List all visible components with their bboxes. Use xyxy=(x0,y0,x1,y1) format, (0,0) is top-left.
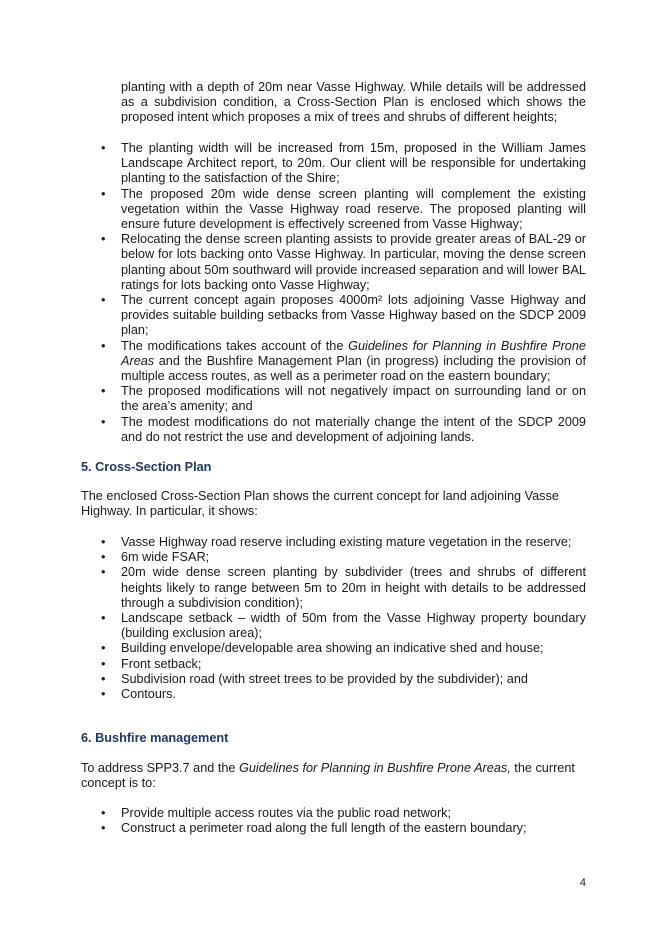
intro-continuation xyxy=(81,80,586,126)
list-item-text: Construct a perimeter road along the full length of the eastern boundary; xyxy=(121,821,527,836)
list-item xyxy=(81,293,586,339)
bullet-icon: • xyxy=(101,293,106,308)
bullet-icon: • xyxy=(101,414,106,429)
list-item xyxy=(81,657,586,672)
list-item xyxy=(81,187,586,233)
list-item xyxy=(81,641,586,656)
list-item xyxy=(81,806,586,821)
list-item-text: Relocating the dense screen planting assists to provide greater areas of BAL-29 or below for lots backing onto Vasse Highway. In particular, moving the dense screen planting about 50m southward will provide increased separation and will lower BAL ratings for lots backing onto Vasse Highway; xyxy=(121,232,586,292)
list-item-text: The proposed modifications will not negatively impact on surrounding land or on the area’s amenity; and xyxy=(121,384,586,414)
bullet-icon: • xyxy=(101,671,106,686)
bullet-list-a xyxy=(81,141,586,445)
section-5-intro: The enclosed Cross-Section Plan shows the current concept for land adjoining Vasse Highway. In particular, it shows: xyxy=(81,489,559,519)
bullet-list-section-5 xyxy=(81,535,586,702)
bullet-icon: • xyxy=(101,656,106,671)
bullet-icon: • xyxy=(101,141,106,155)
list-item xyxy=(81,550,586,565)
bullet-list-section-6 xyxy=(81,806,586,836)
list-item xyxy=(81,672,586,687)
list-item-text: The current concept again proposes 4000m² lots adjoining Vasse Highway and provides suitable building setbacks from Vasse Highway based on the SDCP 2009 plan; xyxy=(121,293,586,338)
bullet-icon: • xyxy=(101,232,106,247)
list-item xyxy=(81,415,586,445)
page-number: 4 xyxy=(579,877,586,889)
list-item-text: Contours. xyxy=(121,687,177,702)
section-6-intro: To address SPP3.7 and the Guidelines for Planning in Bushfire Prone Areas, the current concept is to: xyxy=(81,761,575,791)
intro-continuation-text: planting with a depth of 20m near Vasse Highway. While details will be addressed as a subdivision condition, a Cross-Section Plan is enclosed which shows the proposed intent which proposes a mix of trees and shrubs of different heights; xyxy=(121,80,586,125)
list-item-text: 6m wide FSAR; xyxy=(121,550,210,565)
list-item: • The modifications takes account of the Guidelines for Planning in Bushfire Prone Areas and the Bushfire Management Plan (in progress) including the provision of multiple access routes, as well as a perimeter road on the eastern boundary; xyxy=(101,338,586,384)
list-item-text: 20m wide dense screen planting by subdivider (trees and shrubs of different heights likely to range between 5m to 20m in height with details to be addressed through a subdivision condition); xyxy=(121,565,586,610)
list-item xyxy=(81,611,586,641)
bullet-icon: • xyxy=(101,806,106,820)
bullet-icon: • xyxy=(101,565,106,580)
list-item-text: The planting width will be increased from 15m, proposed in the William James Landscape Architect report, to 20m. Our client will be responsible for undertaking planting to the satisfaction of the Shire; xyxy=(121,141,586,186)
list-item-text: Vasse Highway road reserve including existing mature vegetation in the reserve; xyxy=(121,535,572,549)
bullet-icon: • xyxy=(101,550,106,565)
bullet-icon: • xyxy=(101,641,106,656)
list-item-text: Provide multiple access routes via the public road network; xyxy=(121,806,452,820)
bullet-icon: • xyxy=(101,535,106,549)
bullet-icon: • xyxy=(101,611,106,626)
bullet-icon: • xyxy=(101,384,106,399)
bullet-icon: • xyxy=(101,186,106,201)
list-item xyxy=(81,535,586,550)
list-item-text: The modest modifications do not materially change the intent of the SDCP 2009 and do not restrict the use and development of adjoining lands. xyxy=(121,414,586,444)
list-item xyxy=(81,232,586,293)
list-item-text: Subdivision road (with street trees to be provided by the subdivider); and xyxy=(121,671,528,686)
section-5-heading: 5. Cross-Section Plan xyxy=(81,460,212,474)
bullet-icon: • xyxy=(101,338,106,353)
list-item-text: Building envelope/developable area showing an indicative shed and house; xyxy=(121,641,544,656)
section-6-heading: 6. Bushfire management xyxy=(81,731,229,745)
bullet-icon: • xyxy=(101,821,106,836)
list-item xyxy=(81,821,586,836)
list-item xyxy=(81,384,586,414)
list-item-text: Landscape setback – width of 50m from the Vasse Highway property boundary (building exclusion area); xyxy=(121,611,586,641)
bullet-icon: • xyxy=(101,687,106,702)
list-item xyxy=(81,687,586,702)
list-item xyxy=(81,565,586,611)
list-item-text: Front setback; xyxy=(121,656,202,671)
list-item xyxy=(81,141,586,187)
list-item-text: The proposed 20m wide dense screen planting will complement the existing vegetation within the Vasse Highway road reserve. The proposed planting will ensure future development is effectively screened from Vasse Highway; xyxy=(121,186,586,232)
